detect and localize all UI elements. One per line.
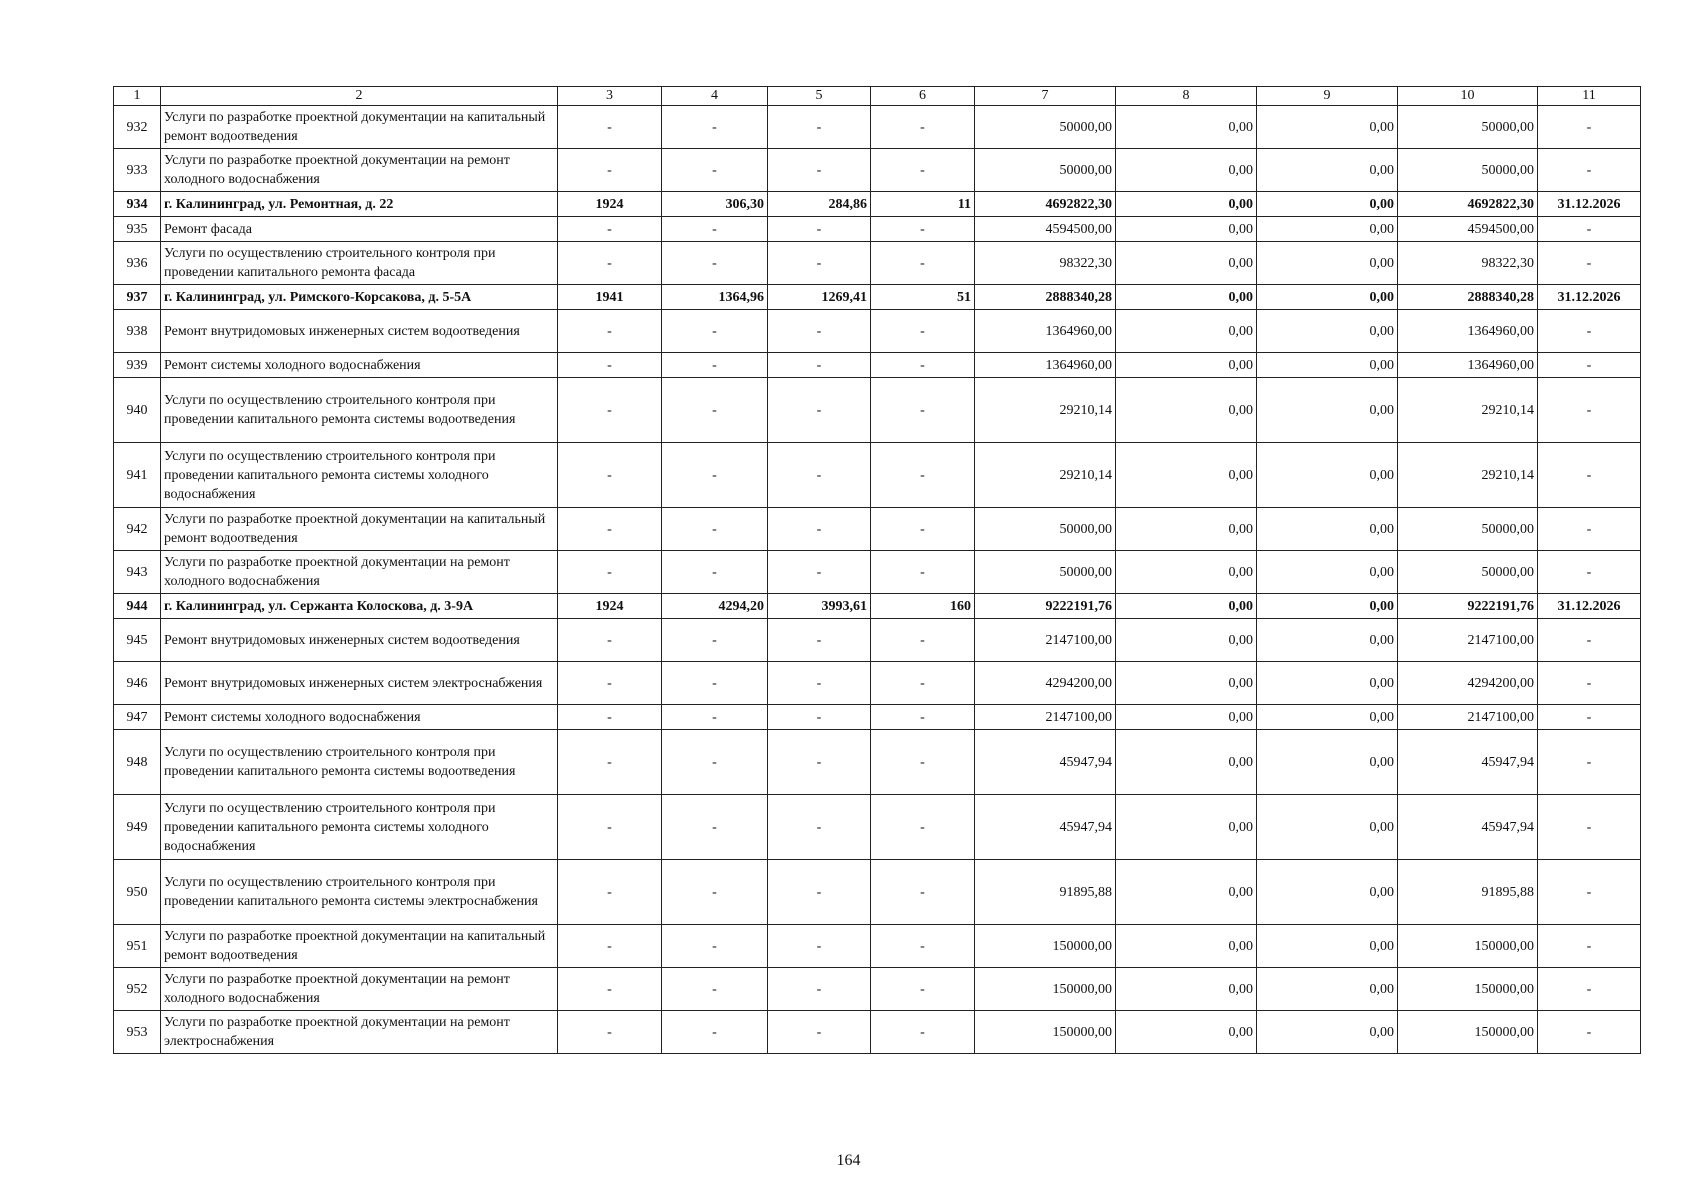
works-table xyxy=(113,86,1641,1054)
item-description-cell: Услуги по осуществлению строительного контроля при проведении капитального ремонта фасада xyxy=(161,242,558,285)
table-row xyxy=(114,551,1641,594)
column-number: 9 xyxy=(1257,87,1398,106)
budget-share-cell: 0,00 xyxy=(1257,106,1398,149)
owners-share-cell: 45947,94 xyxy=(1398,730,1538,795)
budget-share-cell: 0,00 xyxy=(1257,192,1398,217)
row-number-cell: 937 xyxy=(114,285,161,310)
total-cost-cell: 91895,88 xyxy=(975,860,1116,925)
owners-share-cell: 50000,00 xyxy=(1398,508,1538,551)
row-number-cell: 941 xyxy=(114,443,161,508)
total-area-cell: - xyxy=(662,217,768,242)
table-row xyxy=(114,619,1641,662)
living-area-cell: - xyxy=(768,217,871,242)
item-description-cell: Ремонт внутридомовых инженерных систем водоотведения xyxy=(161,619,558,662)
total-area-cell: - xyxy=(662,242,768,285)
owners-share-cell: 4294200,00 xyxy=(1398,662,1538,705)
page-number: 164 xyxy=(836,1152,861,1169)
completion-date-cell: - xyxy=(1538,508,1641,551)
item-description-cell: Услуги по осуществлению строительного контроля при проведении капитального ремонта системы электроснабжения xyxy=(161,860,558,925)
year-built-cell: - xyxy=(558,149,662,192)
column-number: 6 xyxy=(871,87,975,106)
fund-share-cell: 0,00 xyxy=(1116,285,1257,310)
row-number-cell: 944 xyxy=(114,594,161,619)
living-area-cell: - xyxy=(768,106,871,149)
item-description-cell: г. Калининград, ул. Сержанта Колоскова, д. 3-9А xyxy=(161,594,558,619)
column-number: 8 xyxy=(1116,87,1257,106)
fund-share-cell: 0,00 xyxy=(1116,730,1257,795)
completion-date-cell: - xyxy=(1538,705,1641,730)
table-row xyxy=(114,192,1641,217)
completion-date-cell: - xyxy=(1538,968,1641,1011)
item-description-cell: г. Калининград, ул. Ремонтная, д. 22 xyxy=(161,192,558,217)
completion-date-cell: 31.12.2026 xyxy=(1538,192,1641,217)
budget-share-cell: 0,00 xyxy=(1257,705,1398,730)
completion-date-cell: - xyxy=(1538,242,1641,285)
owners-share-cell: 45947,94 xyxy=(1398,795,1538,860)
living-area-cell: - xyxy=(768,795,871,860)
row-number-cell: 936 xyxy=(114,242,161,285)
row-number-cell: 950 xyxy=(114,860,161,925)
residents-count-cell: - xyxy=(871,106,975,149)
residents-count-cell: - xyxy=(871,662,975,705)
budget-share-cell: 0,00 xyxy=(1257,795,1398,860)
living-area-cell: - xyxy=(768,310,871,353)
document-table-container xyxy=(113,86,1640,1054)
year-built-cell: - xyxy=(558,106,662,149)
row-number-cell: 942 xyxy=(114,508,161,551)
table-row xyxy=(114,242,1641,285)
fund-share-cell: 0,00 xyxy=(1116,925,1257,968)
fund-share-cell: 0,00 xyxy=(1116,1011,1257,1054)
year-built-cell: 1924 xyxy=(558,594,662,619)
year-built-cell: 1924 xyxy=(558,192,662,217)
table-row xyxy=(114,378,1641,443)
column-number: 1 xyxy=(114,87,161,106)
total-area-cell: 1364,96 xyxy=(662,285,768,310)
table-row xyxy=(114,860,1641,925)
residents-count-cell: - xyxy=(871,310,975,353)
total-cost-cell: 50000,00 xyxy=(975,551,1116,594)
total-area-cell: - xyxy=(662,925,768,968)
residents-count-cell: 51 xyxy=(871,285,975,310)
item-description-cell: Услуги по разработке проектной документации на ремонт холодного водоснабжения xyxy=(161,551,558,594)
row-number-cell: 943 xyxy=(114,551,161,594)
owners-share-cell: 4692822,30 xyxy=(1398,192,1538,217)
completion-date-cell: - xyxy=(1538,217,1641,242)
budget-share-cell: 0,00 xyxy=(1257,149,1398,192)
total-cost-cell: 45947,94 xyxy=(975,795,1116,860)
total-cost-cell: 98322,30 xyxy=(975,242,1116,285)
living-area-cell: - xyxy=(768,149,871,192)
budget-share-cell: 0,00 xyxy=(1257,551,1398,594)
budget-share-cell: 0,00 xyxy=(1257,508,1398,551)
year-built-cell: 1941 xyxy=(558,285,662,310)
residents-count-cell: - xyxy=(871,353,975,378)
total-area-cell: - xyxy=(662,378,768,443)
total-cost-cell: 4692822,30 xyxy=(975,192,1116,217)
completion-date-cell: - xyxy=(1538,310,1641,353)
row-number-cell: 938 xyxy=(114,310,161,353)
fund-share-cell: 0,00 xyxy=(1116,795,1257,860)
row-number-cell: 952 xyxy=(114,968,161,1011)
residents-count-cell: - xyxy=(871,925,975,968)
item-description-cell: Услуги по разработке проектной документации на капитальный ремонт водоотведения xyxy=(161,508,558,551)
completion-date-cell: - xyxy=(1538,662,1641,705)
table-row xyxy=(114,968,1641,1011)
table-row xyxy=(114,925,1641,968)
total-cost-cell: 50000,00 xyxy=(975,508,1116,551)
total-cost-cell: 29210,14 xyxy=(975,378,1116,443)
living-area-cell: - xyxy=(768,1011,871,1054)
table-row xyxy=(114,443,1641,508)
row-number-cell: 953 xyxy=(114,1011,161,1054)
total-cost-cell: 4594500,00 xyxy=(975,217,1116,242)
fund-share-cell: 0,00 xyxy=(1116,149,1257,192)
column-number: 3 xyxy=(558,87,662,106)
row-number-cell: 934 xyxy=(114,192,161,217)
owners-share-cell: 150000,00 xyxy=(1398,925,1538,968)
completion-date-cell: - xyxy=(1538,925,1641,968)
residents-count-cell: - xyxy=(871,619,975,662)
budget-share-cell: 0,00 xyxy=(1257,217,1398,242)
table-row xyxy=(114,285,1641,310)
completion-date-cell: - xyxy=(1538,106,1641,149)
row-number-cell: 946 xyxy=(114,662,161,705)
completion-date-cell: - xyxy=(1538,860,1641,925)
row-number-cell: 951 xyxy=(114,925,161,968)
year-built-cell: - xyxy=(558,353,662,378)
table-row xyxy=(114,1011,1641,1054)
row-number-cell: 932 xyxy=(114,106,161,149)
completion-date-cell: - xyxy=(1538,730,1641,795)
total-area-cell: 306,30 xyxy=(662,192,768,217)
living-area-cell: - xyxy=(768,242,871,285)
residents-count-cell: - xyxy=(871,443,975,508)
total-area-cell: - xyxy=(662,310,768,353)
item-description-cell: Ремонт фасада xyxy=(161,217,558,242)
total-cost-cell: 50000,00 xyxy=(975,149,1116,192)
fund-share-cell: 0,00 xyxy=(1116,662,1257,705)
fund-share-cell: 0,00 xyxy=(1116,860,1257,925)
residents-count-cell: - xyxy=(871,217,975,242)
fund-share-cell: 0,00 xyxy=(1116,551,1257,594)
completion-date-cell: - xyxy=(1538,443,1641,508)
column-number: 5 xyxy=(768,87,871,106)
fund-share-cell: 0,00 xyxy=(1116,217,1257,242)
living-area-cell: - xyxy=(768,378,871,443)
owners-share-cell: 50000,00 xyxy=(1398,106,1538,149)
completion-date-cell: - xyxy=(1538,619,1641,662)
budget-share-cell: 0,00 xyxy=(1257,594,1398,619)
living-area-cell: - xyxy=(768,730,871,795)
fund-share-cell: 0,00 xyxy=(1116,310,1257,353)
row-number-cell: 940 xyxy=(114,378,161,443)
column-number: 4 xyxy=(662,87,768,106)
fund-share-cell: 0,00 xyxy=(1116,106,1257,149)
row-number-cell: 947 xyxy=(114,705,161,730)
table-row xyxy=(114,217,1641,242)
living-area-cell: - xyxy=(768,619,871,662)
residents-count-cell: - xyxy=(871,378,975,443)
budget-share-cell: 0,00 xyxy=(1257,1011,1398,1054)
item-description-cell: Услуги по осуществлению строительного контроля при проведении капитального ремонта системы водоотведения xyxy=(161,730,558,795)
year-built-cell: - xyxy=(558,730,662,795)
total-cost-cell: 4294200,00 xyxy=(975,662,1116,705)
total-area-cell: - xyxy=(662,730,768,795)
residents-count-cell: 160 xyxy=(871,594,975,619)
owners-share-cell: 2888340,28 xyxy=(1398,285,1538,310)
owners-share-cell: 150000,00 xyxy=(1398,968,1538,1011)
total-area-cell: - xyxy=(662,508,768,551)
row-number-cell: 939 xyxy=(114,353,161,378)
year-built-cell: - xyxy=(558,378,662,443)
completion-date-cell: - xyxy=(1538,551,1641,594)
column-number: 2 xyxy=(161,87,558,106)
table-row xyxy=(114,106,1641,149)
residents-count-cell: - xyxy=(871,508,975,551)
row-number-cell: 948 xyxy=(114,730,161,795)
item-description-cell: Услуги по разработке проектной документации на капитальный ремонт водоотведения xyxy=(161,925,558,968)
residents-count-cell: 11 xyxy=(871,192,975,217)
owners-share-cell: 50000,00 xyxy=(1398,551,1538,594)
owners-share-cell: 98322,30 xyxy=(1398,242,1538,285)
budget-share-cell: 0,00 xyxy=(1257,378,1398,443)
owners-share-cell: 9222191,76 xyxy=(1398,594,1538,619)
row-number-cell: 935 xyxy=(114,217,161,242)
total-area-cell: - xyxy=(662,968,768,1011)
row-number-cell: 949 xyxy=(114,795,161,860)
budget-share-cell: 0,00 xyxy=(1257,443,1398,508)
residents-count-cell: - xyxy=(871,705,975,730)
living-area-cell: 3993,61 xyxy=(768,594,871,619)
total-area-cell: - xyxy=(662,1011,768,1054)
fund-share-cell: 0,00 xyxy=(1116,705,1257,730)
owners-share-cell: 4594500,00 xyxy=(1398,217,1538,242)
living-area-cell: 1269,41 xyxy=(768,285,871,310)
column-number: 10 xyxy=(1398,87,1538,106)
total-area-cell: - xyxy=(662,149,768,192)
owners-share-cell: 50000,00 xyxy=(1398,149,1538,192)
total-area-cell: - xyxy=(662,619,768,662)
budget-share-cell: 0,00 xyxy=(1257,730,1398,795)
item-description-cell: Ремонт системы холодного водоснабжения xyxy=(161,705,558,730)
total-cost-cell: 2147100,00 xyxy=(975,619,1116,662)
completion-date-cell: - xyxy=(1538,353,1641,378)
living-area-cell: - xyxy=(768,925,871,968)
owners-share-cell: 2147100,00 xyxy=(1398,705,1538,730)
table-row xyxy=(114,353,1641,378)
owners-share-cell: 2147100,00 xyxy=(1398,619,1538,662)
item-description-cell: Услуги по разработке проектной документации на капитальный ремонт водоотведения xyxy=(161,106,558,149)
item-description-cell: Услуги по осуществлению строительного контроля при проведении капитального ремонта системы холодного водоснабжения xyxy=(161,795,558,860)
table-row xyxy=(114,310,1641,353)
owners-share-cell: 1364960,00 xyxy=(1398,310,1538,353)
fund-share-cell: 0,00 xyxy=(1116,508,1257,551)
budget-share-cell: 0,00 xyxy=(1257,968,1398,1011)
residents-count-cell: - xyxy=(871,860,975,925)
total-cost-cell: 150000,00 xyxy=(975,968,1116,1011)
table-row xyxy=(114,705,1641,730)
row-number-cell: 945 xyxy=(114,619,161,662)
owners-share-cell: 91895,88 xyxy=(1398,860,1538,925)
residents-count-cell: - xyxy=(871,968,975,1011)
living-area-cell: - xyxy=(768,968,871,1011)
item-description-cell: Ремонт системы холодного водоснабжения xyxy=(161,353,558,378)
living-area-cell: - xyxy=(768,508,871,551)
living-area-cell: - xyxy=(768,443,871,508)
owners-share-cell: 29210,14 xyxy=(1398,378,1538,443)
completion-date-cell: - xyxy=(1538,795,1641,860)
fund-share-cell: 0,00 xyxy=(1116,192,1257,217)
year-built-cell: - xyxy=(558,443,662,508)
fund-share-cell: 0,00 xyxy=(1116,378,1257,443)
total-cost-cell: 1364960,00 xyxy=(975,310,1116,353)
year-built-cell: - xyxy=(558,310,662,353)
owners-share-cell: 29210,14 xyxy=(1398,443,1538,508)
year-built-cell: - xyxy=(558,662,662,705)
total-cost-cell: 50000,00 xyxy=(975,106,1116,149)
total-area-cell: - xyxy=(662,353,768,378)
total-cost-cell: 29210,14 xyxy=(975,443,1116,508)
residents-count-cell: - xyxy=(871,551,975,594)
table-row xyxy=(114,662,1641,705)
total-area-cell: - xyxy=(662,443,768,508)
year-built-cell: - xyxy=(558,551,662,594)
table-row xyxy=(114,508,1641,551)
year-built-cell: - xyxy=(558,860,662,925)
budget-share-cell: 0,00 xyxy=(1257,860,1398,925)
total-cost-cell: 2888340,28 xyxy=(975,285,1116,310)
table-row xyxy=(114,149,1641,192)
total-area-cell: - xyxy=(662,106,768,149)
year-built-cell: - xyxy=(558,968,662,1011)
year-built-cell: - xyxy=(558,705,662,730)
total-area-cell: - xyxy=(662,860,768,925)
year-built-cell: - xyxy=(558,795,662,860)
owners-share-cell: 150000,00 xyxy=(1398,1011,1538,1054)
year-built-cell: - xyxy=(558,1011,662,1054)
year-built-cell: - xyxy=(558,925,662,968)
year-built-cell: - xyxy=(558,217,662,242)
fund-share-cell: 0,00 xyxy=(1116,242,1257,285)
owners-share-cell: 1364960,00 xyxy=(1398,353,1538,378)
fund-share-cell: 0,00 xyxy=(1116,443,1257,508)
living-area-cell: 284,86 xyxy=(768,192,871,217)
total-cost-cell: 9222191,76 xyxy=(975,594,1116,619)
completion-date-cell: 31.12.2026 xyxy=(1538,285,1641,310)
total-cost-cell: 45947,94 xyxy=(975,730,1116,795)
total-area-cell: - xyxy=(662,551,768,594)
total-area-cell: 4294,20 xyxy=(662,594,768,619)
total-area-cell: - xyxy=(662,705,768,730)
residents-count-cell: - xyxy=(871,242,975,285)
total-area-cell: - xyxy=(662,795,768,860)
residents-count-cell: - xyxy=(871,795,975,860)
table-row xyxy=(114,594,1641,619)
completion-date-cell: - xyxy=(1538,149,1641,192)
budget-share-cell: 0,00 xyxy=(1257,353,1398,378)
residents-count-cell: - xyxy=(871,730,975,795)
budget-share-cell: 0,00 xyxy=(1257,662,1398,705)
residents-count-cell: - xyxy=(871,149,975,192)
item-description-cell: Услуги по осуществлению строительного контроля при проведении капитального ремонта системы холодного водоснабжения xyxy=(161,443,558,508)
item-description-cell: Услуги по разработке проектной документации на ремонт холодного водоснабжения xyxy=(161,149,558,192)
living-area-cell: - xyxy=(768,551,871,594)
fund-share-cell: 0,00 xyxy=(1116,619,1257,662)
completion-date-cell: - xyxy=(1538,378,1641,443)
living-area-cell: - xyxy=(768,662,871,705)
column-number-row xyxy=(114,87,1641,106)
budget-share-cell: 0,00 xyxy=(1257,619,1398,662)
year-built-cell: - xyxy=(558,619,662,662)
item-description-cell: Услуги по разработке проектной документации на ремонт электроснабжения xyxy=(161,1011,558,1054)
residents-count-cell: - xyxy=(871,1011,975,1054)
item-description-cell: Ремонт внутридомовых инженерных систем электроснабжения xyxy=(161,662,558,705)
table-row xyxy=(114,730,1641,795)
living-area-cell: - xyxy=(768,705,871,730)
item-description-cell: Услуги по осуществлению строительного контроля при проведении капитального ремонта системы водоотведения xyxy=(161,378,558,443)
table-row xyxy=(114,795,1641,860)
fund-share-cell: 0,00 xyxy=(1116,594,1257,619)
fund-share-cell: 0,00 xyxy=(1116,353,1257,378)
fund-share-cell: 0,00 xyxy=(1116,968,1257,1011)
table-body xyxy=(114,106,1641,1054)
total-cost-cell: 1364960,00 xyxy=(975,353,1116,378)
total-cost-cell: 150000,00 xyxy=(975,1011,1116,1054)
total-cost-cell: 150000,00 xyxy=(975,925,1116,968)
total-area-cell: - xyxy=(662,662,768,705)
year-built-cell: - xyxy=(558,242,662,285)
item-description-cell: Услуги по разработке проектной документации на ремонт холодного водоснабжения xyxy=(161,968,558,1011)
item-description-cell: г. Калининград, ул. Римского-Корсакова, д. 5-5А xyxy=(161,285,558,310)
living-area-cell: - xyxy=(768,353,871,378)
budget-share-cell: 0,00 xyxy=(1257,285,1398,310)
budget-share-cell: 0,00 xyxy=(1257,310,1398,353)
total-cost-cell: 2147100,00 xyxy=(975,705,1116,730)
row-number-cell: 933 xyxy=(114,149,161,192)
column-number: 11 xyxy=(1538,87,1641,106)
completion-date-cell: 31.12.2026 xyxy=(1538,594,1641,619)
budget-share-cell: 0,00 xyxy=(1257,925,1398,968)
completion-date-cell: - xyxy=(1538,1011,1641,1054)
budget-share-cell: 0,00 xyxy=(1257,242,1398,285)
living-area-cell: - xyxy=(768,860,871,925)
year-built-cell: - xyxy=(558,508,662,551)
item-description-cell: Ремонт внутридомовых инженерных систем водоотведения xyxy=(161,310,558,353)
column-number: 7 xyxy=(975,87,1116,106)
